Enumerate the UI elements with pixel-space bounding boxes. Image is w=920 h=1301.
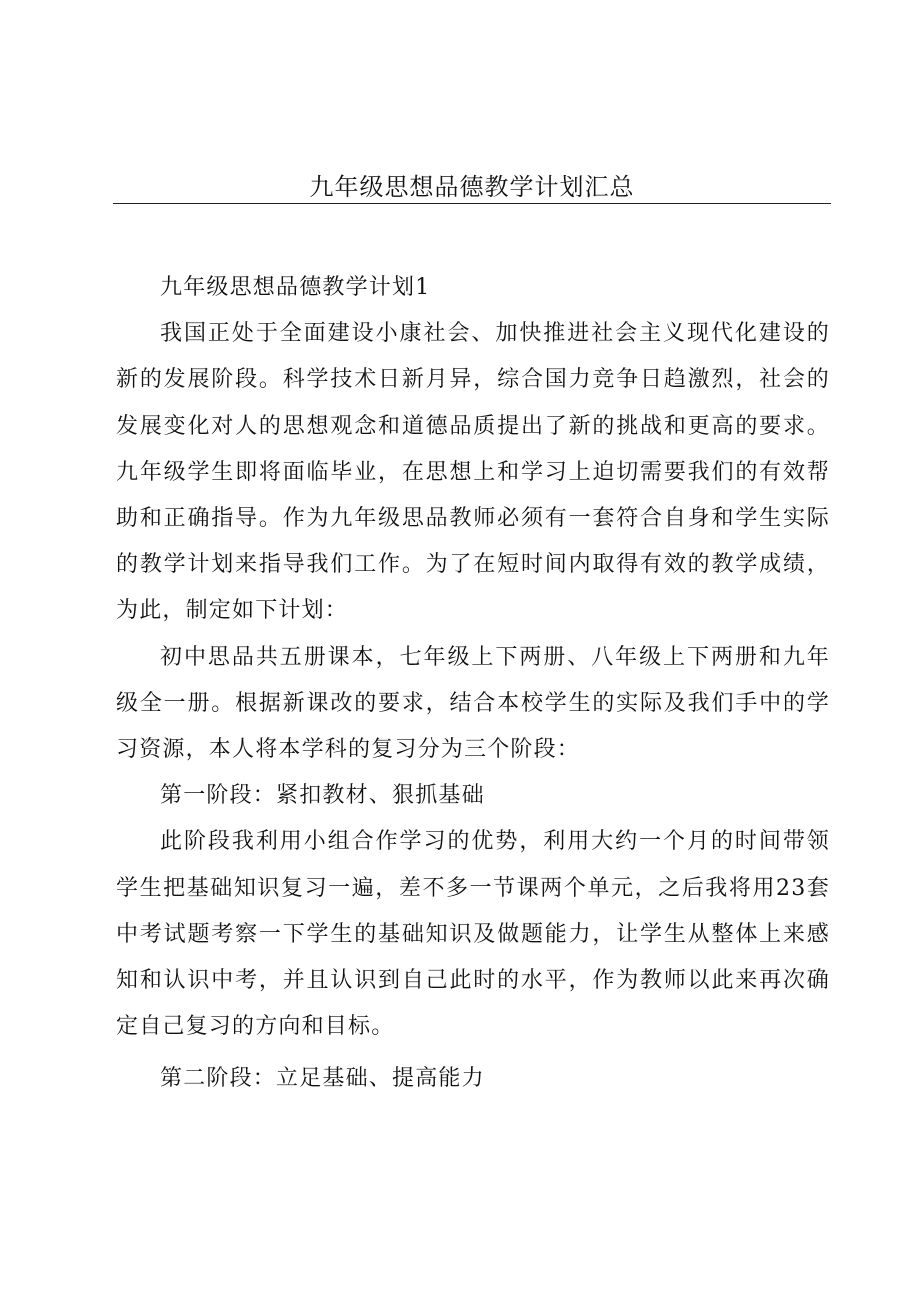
stage-two-heading: 第二阶段：立足基础、提高能力 [160, 1066, 485, 1092]
document-body [116, 265, 830, 1103]
document-title: 九年级思想品德教学计划汇总 [309, 173, 635, 201]
section-heading: 九年级思想品德教学计划1 [160, 275, 431, 300]
paragraph-stage-one: 此阶段我利用小组合作学习的优势，利用大约一个月的时间带领学生把基础知识复习一遍，差不多一节课两个单元，之后我将用23套中考试题考察一下学生的基础知识及做题能力，让学生从整体上来感知和认识中考，并且认识到自己此时的水平，作为教师以此来再次确定自己复习的方向和目标。 [116, 829, 830, 1040]
title-underline [113, 203, 831, 204]
stage-one-heading: 第一阶段：紧扣教材、狠抓基础 [160, 783, 485, 809]
paragraph-textbooks: 初中思品共五册课本，七年级上下两册、八年级上下两册和九年级全一册。根据新课改的要求，结合本校学生的实际及我们手中的学习资源，本人将本学科的复习分为三个阶段： [116, 644, 830, 763]
paragraph-intro: 我国正处于全面建设小康社会、加快推进社会主义现代化建设的新的发展阶段。科学技术日新月异，综合国力竞争日趋激烈，社会的发展变化对人的思想观念和道德品质提出了新的挑战和更高的要求。九年级学生即将面临毕业，在思想上和学习上迫切需要我们的有效帮助和正确指导。作为九年级思品教师必须有一套符合自身和学生实际的教学计划来指导我们工作。为了在短时间内取得有效的教学成绩，为此，制定如下计划： [116, 321, 830, 624]
